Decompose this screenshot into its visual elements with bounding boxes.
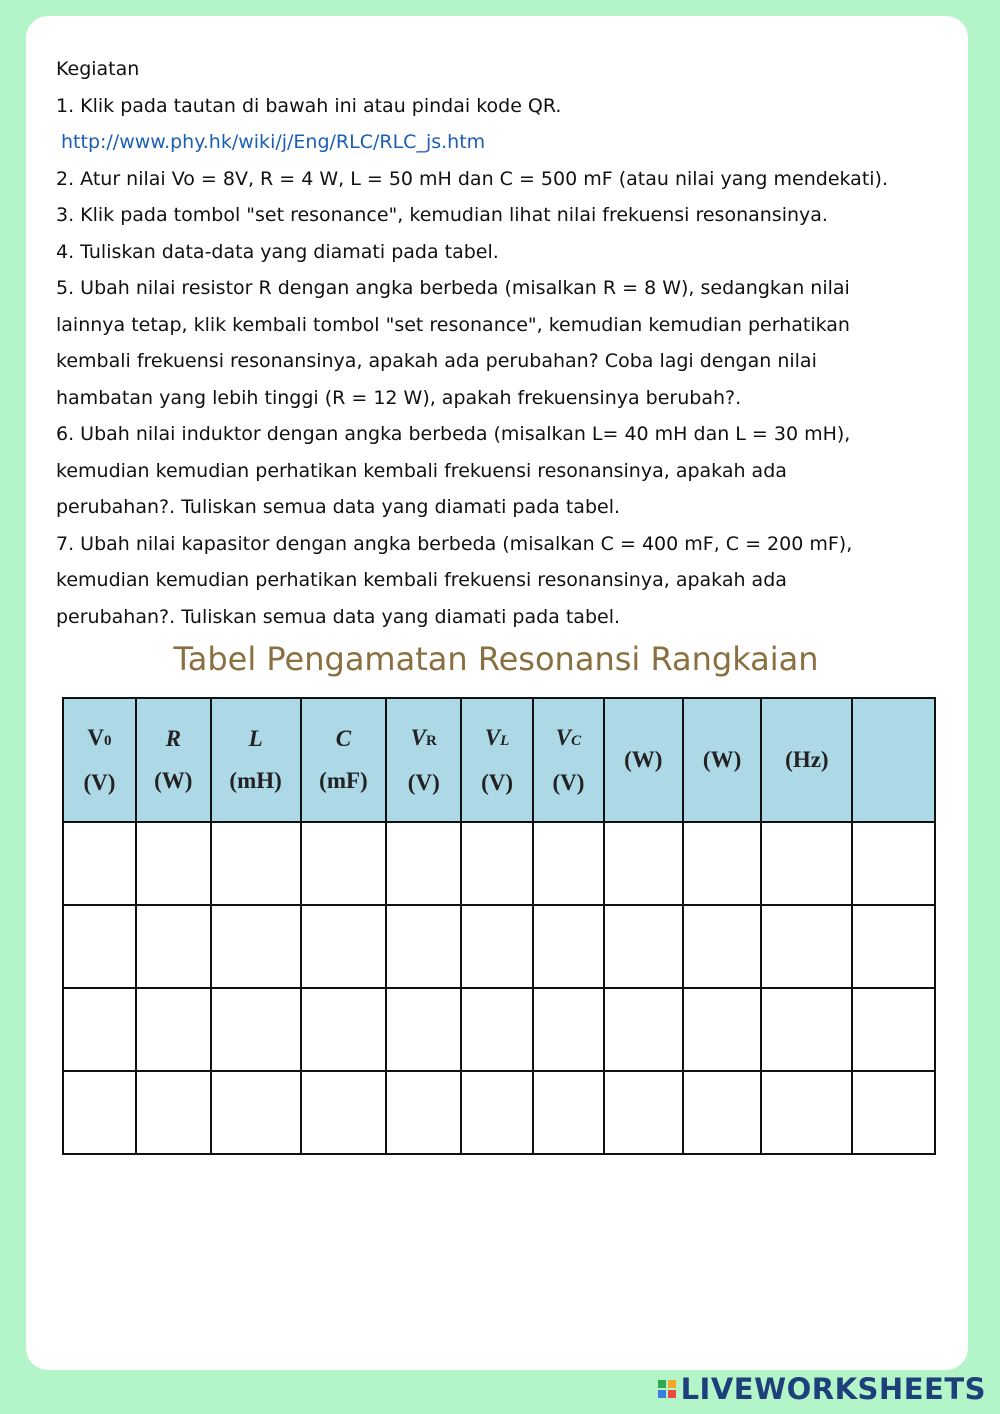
table-cell[interactable] (683, 905, 762, 988)
header-vc: VC (V) (533, 698, 604, 822)
step-5-line-2: lainnya tetap, klik kembali tombol "set resonance", kemudian kemudian perhatikan (56, 313, 850, 336)
table-cell[interactable] (63, 822, 136, 905)
table-cell[interactable] (461, 822, 533, 905)
table-cell[interactable] (301, 822, 387, 905)
step-5-line-4: hambatan yang lebih tinggi (R = 12 W), apakah frekuensinya berubah?. (56, 386, 742, 409)
table-cell[interactable] (63, 1071, 136, 1154)
table-cell[interactable] (461, 988, 533, 1071)
table-cell[interactable] (461, 1071, 533, 1154)
table-cell[interactable] (852, 822, 935, 905)
simulation-link[interactable]: http://www.phy.hk/wiki/j/Eng/RLC/RLC_js.htm (61, 131, 486, 153)
step-6-line-1: 6. Ubah nilai induktor dengan angka berbeda (misalkan L= 40 mH dan L = 30 mH), (56, 423, 851, 445)
header-r: R (W) (136, 698, 211, 822)
table-cell[interactable] (386, 822, 461, 905)
table-cell[interactable] (604, 905, 683, 988)
table-cell[interactable] (683, 988, 762, 1071)
table-cell[interactable] (533, 822, 604, 905)
step-7-line-3: perubahan?. Tuliskan semua data yang diamati pada tabel. (56, 605, 621, 628)
brand-name: LIVEWORKSHEETS (680, 1372, 986, 1406)
activity-heading: Kegiatan (56, 58, 140, 80)
step-5-line-3: kembali frekuensi resonansinya, apakah ada perubahan? Coba lagi dengan nilai (56, 350, 817, 372)
table-cell[interactable] (211, 1071, 301, 1154)
table-cell[interactable] (604, 988, 683, 1071)
step-3: 3. Klik pada tombol "set resonance", kemudian lihat nilai frekuensi resonansinya. (56, 204, 828, 226)
table-cell[interactable] (63, 988, 136, 1071)
header-col-11 (852, 698, 935, 822)
header-col-8: (W) (604, 698, 683, 822)
table-cell[interactable] (301, 905, 387, 988)
step-1: 1. Klik pada tautan di bawah ini atau pindai kode QR. (56, 94, 562, 117)
table-cell[interactable] (533, 988, 604, 1071)
table-cell[interactable] (301, 1071, 387, 1154)
step-6-line-3: perubahan?. Tuliskan semua data yang diamati pada tabel. (56, 496, 621, 518)
header-v0: V0 (V) (63, 698, 136, 822)
table-cell[interactable] (533, 905, 604, 988)
step-2: 2. Atur nilai Vo = 8V, R = 4 W, L = 50 mH dan C = 500 mF (atau nilai yang mendekati). (56, 167, 889, 190)
table-cell[interactable] (761, 1071, 852, 1154)
table-cell[interactable] (211, 988, 301, 1071)
table-cell[interactable] (683, 1071, 762, 1154)
table-cell[interactable] (761, 905, 852, 988)
header-vl: VL (V) (461, 698, 533, 822)
table-cell[interactable] (211, 822, 301, 905)
header-col-9: (W) (683, 698, 762, 822)
logo-square (668, 1380, 676, 1388)
step-7-line-1: 7. Ubah nilai kapasitor dengan angka berbeda (misalkan C = 400 mF, C = 200 mF), (56, 532, 853, 555)
table-cell[interactable] (386, 988, 461, 1071)
table-cell[interactable] (211, 905, 301, 988)
header-c: C (mF) (301, 698, 387, 822)
logo-square (658, 1390, 666, 1398)
table-cell[interactable] (604, 1071, 683, 1154)
table-row (63, 988, 935, 1071)
table-cell[interactable] (683, 822, 762, 905)
header-col-10: (Hz) (761, 698, 852, 822)
header-l: L (mH) (211, 698, 301, 822)
step-7-line-2: kemudian kemudian perhatikan kembali frekuensi resonansinya, apakah ada (56, 569, 787, 591)
table-cell[interactable] (533, 1071, 604, 1154)
table-header-row (63, 698, 935, 822)
logo-square (658, 1380, 666, 1388)
step-4: 4. Tuliskan data-data yang diamati pada tabel. (56, 240, 499, 263)
table-cell[interactable] (852, 988, 935, 1071)
table-row (63, 905, 935, 988)
table-cell[interactable] (852, 1071, 935, 1154)
table-row (63, 822, 935, 905)
step-6-line-2: kemudian kemudian perhatikan kembali frekuensi resonansinya, apakah ada (56, 459, 787, 482)
table-cell[interactable] (604, 822, 683, 905)
table-cell[interactable] (761, 988, 852, 1071)
table-cell[interactable] (852, 905, 935, 988)
table-cell[interactable] (136, 988, 211, 1071)
table-cell[interactable] (136, 905, 211, 988)
step-5-line-1: 5. Ubah nilai resistor R dengan angka berbeda (misalkan R = 8 W), sedangkan nilai (56, 277, 850, 299)
table-cell[interactable] (761, 822, 852, 905)
table-cell[interactable] (136, 1071, 211, 1154)
header-vr: VR (V) (386, 698, 461, 822)
table-cell[interactable] (386, 905, 461, 988)
liveworksheets-logo-icon (658, 1380, 676, 1398)
table-cell[interactable] (136, 822, 211, 905)
table-cell[interactable] (301, 988, 387, 1071)
table-cell[interactable] (461, 905, 533, 988)
table-title: Tabel Pengamatan Resonansi Rangkaian (173, 640, 819, 678)
observation-table (62, 697, 936, 1155)
logo-square (668, 1390, 676, 1398)
instructions (56, 51, 956, 635)
table-row (63, 1071, 935, 1154)
liveworksheets-brand[interactable] (658, 1372, 986, 1406)
table-cell[interactable] (63, 905, 136, 988)
table-cell[interactable] (386, 1071, 461, 1154)
